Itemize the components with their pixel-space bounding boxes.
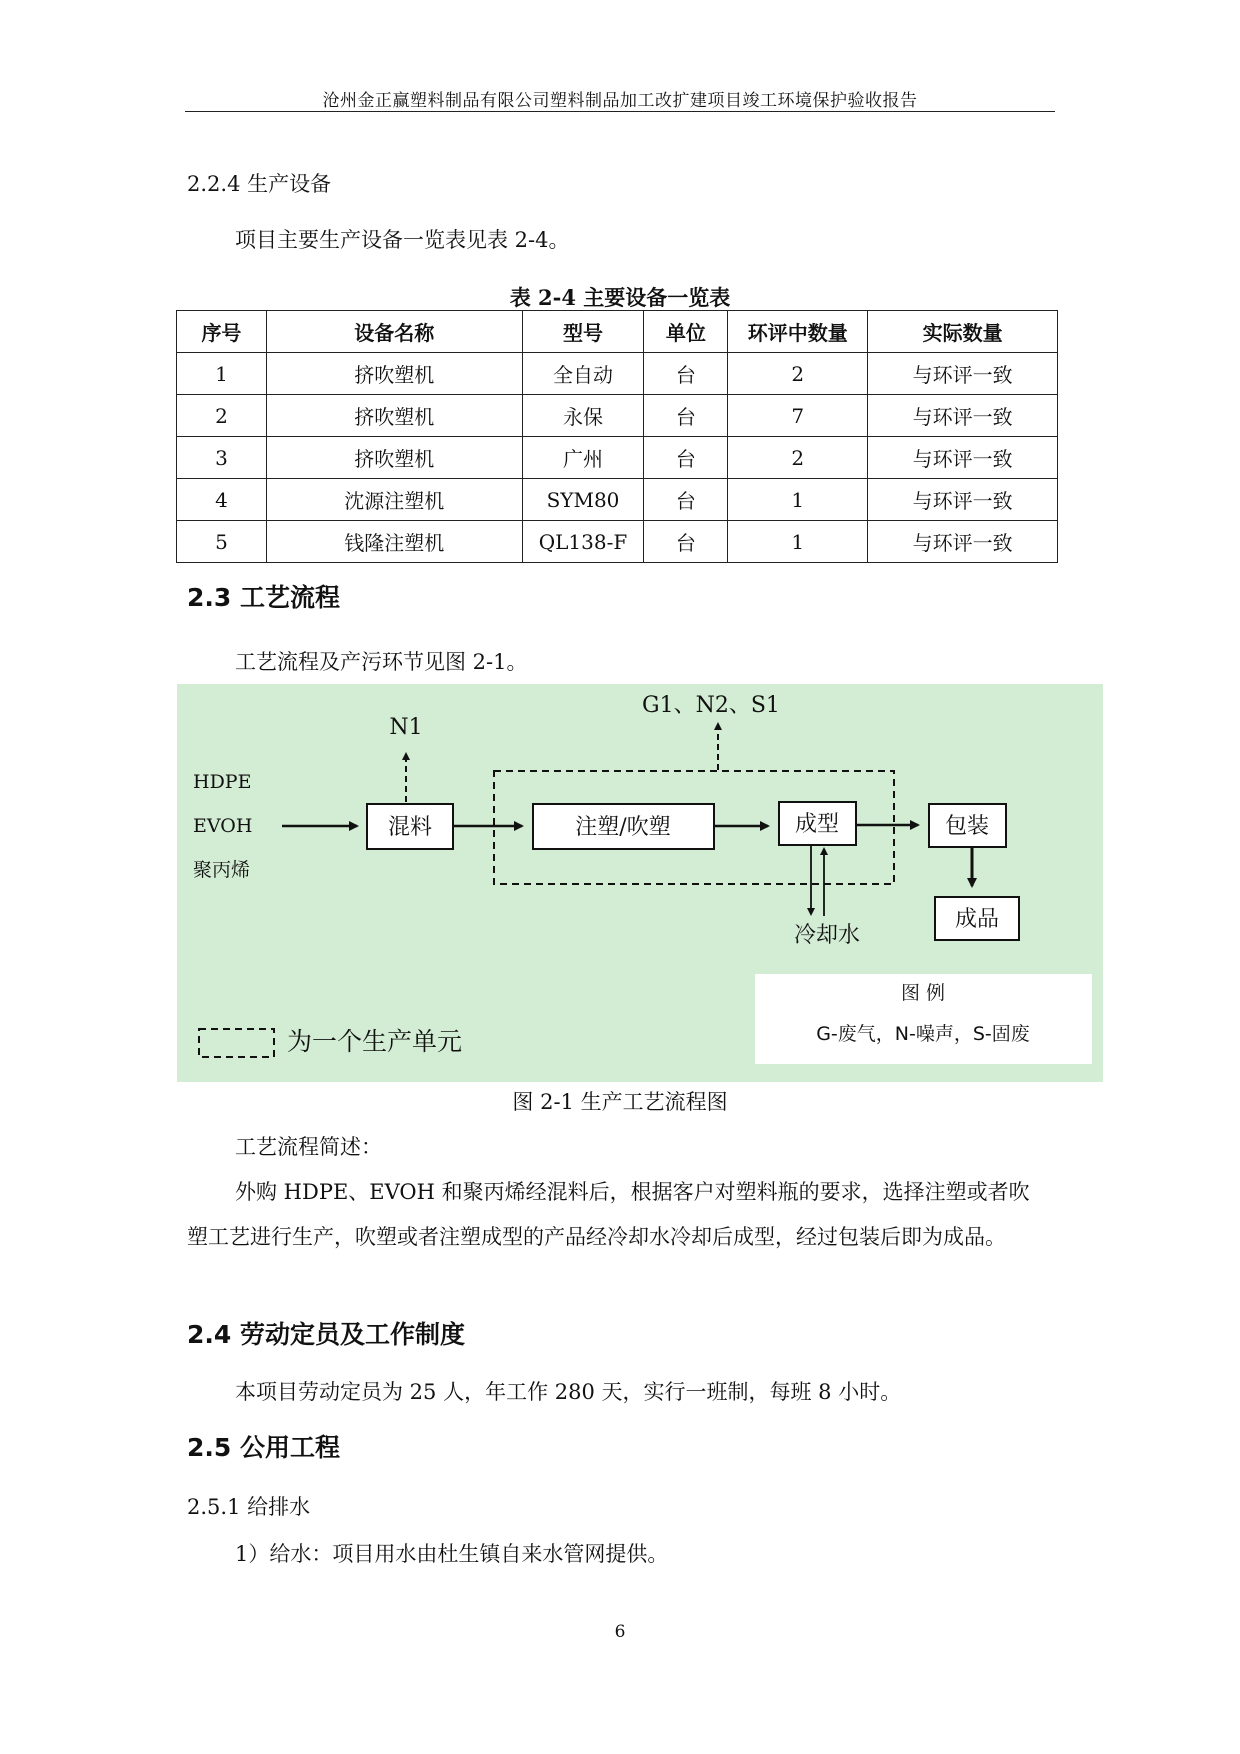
process-desc-title: 工艺流程简述：	[235, 1135, 382, 1159]
product-label: 成品	[954, 907, 1000, 932]
figure-caption: 图 2-1 生产工艺流程图	[512, 1090, 728, 1114]
table-cell: 1	[728, 479, 868, 521]
legend-title: 图 例	[900, 982, 946, 1004]
table-cell: 永保	[522, 395, 644, 437]
table-cell: 台	[644, 395, 728, 437]
section-2-5-1-item-1: 1）给水：项目用水由杜生镇自来水管网提供。	[235, 1542, 669, 1566]
section-2-3-title: 2.3 工艺流程	[187, 583, 340, 612]
column-header: 环评中数量	[728, 311, 868, 353]
table-cell: 台	[644, 521, 728, 563]
section-2-2-4-intro: 项目主要生产设备一览表见表 2-4。	[235, 228, 570, 252]
table-cell: 全自动	[522, 353, 644, 395]
input-hdpe: HDPE	[193, 771, 252, 793]
table-row	[177, 395, 1058, 437]
table-cell: 台	[644, 353, 728, 395]
header-rule	[185, 111, 1055, 112]
table-row	[177, 437, 1058, 479]
input-evoh: EVOH	[193, 815, 253, 837]
table-cell: 挤吹塑机	[266, 437, 522, 479]
table-cell: 5	[177, 521, 267, 563]
packing-label: 包装	[944, 814, 990, 839]
table-row	[177, 479, 1058, 521]
table-cell: 挤吹塑机	[266, 395, 522, 437]
table-cell: 3	[177, 437, 267, 479]
molding-label: 注塑/吹塑	[575, 815, 671, 840]
column-header: 实际数量	[868, 311, 1058, 353]
table-header-row	[177, 311, 1058, 353]
legend-text: G-废气，N-噪声，S-固废	[816, 1023, 1030, 1045]
table-cell: 台	[644, 437, 728, 479]
table-cell: 与环评一致	[868, 395, 1058, 437]
table-cell: 2	[728, 353, 868, 395]
table-caption: 表 2-4 主要设备一览表	[509, 285, 731, 310]
table-cell: 与环评一致	[868, 521, 1058, 563]
cooling-water-label: 冷却水	[793, 923, 861, 948]
table-cell: 2	[177, 395, 267, 437]
section-2-4-title: 2.4 劳动定员及工作制度	[187, 1320, 465, 1349]
section-2-3-intro: 工艺流程及产污环节见图 2-1。	[235, 650, 528, 674]
section-2-4-body: 本项目劳动定员为 25 人，年工作 280 天，实行一班制，每班 8 小时。	[235, 1380, 902, 1404]
table-cell: 4	[177, 479, 267, 521]
input-polypropylene: 聚丙烯	[193, 859, 251, 881]
table-cell: 沈源注塑机	[266, 479, 522, 521]
column-header: 序号	[177, 311, 267, 353]
table-cell: 钱隆注塑机	[266, 521, 522, 563]
process-flow-diagram	[177, 684, 1103, 1082]
table-cell: 与环评一致	[868, 479, 1058, 521]
table-cell: 2	[728, 437, 868, 479]
running-header: 沧州金正赢塑料制品有限公司塑料制品加工改扩建项目竣工环境保护验收报告	[322, 91, 918, 111]
section-2-5-1-title: 2.5.1 给排水	[187, 1495, 311, 1519]
n1-label: N1	[389, 715, 423, 740]
column-header: 设备名称	[266, 311, 522, 353]
table-cell: 7	[728, 395, 868, 437]
g1n2s1-label: G1、N2、S1	[642, 693, 780, 718]
table-cell: 1	[728, 521, 868, 563]
unit-label: 为一个生产单元	[287, 1027, 463, 1056]
table-cell: 与环评一致	[868, 437, 1058, 479]
equipment-table	[176, 310, 1058, 563]
section-2-2-4-title: 2.2.4 生产设备	[187, 172, 332, 196]
mixing-label: 混料	[387, 815, 433, 840]
table-cell: 广州	[522, 437, 644, 479]
process-desc-body: 外购 HDPE、EVOH 和聚丙烯经混料后，根据客户对塑料瓶的要求，选择注塑或者吹塑工艺进行生产，吹塑或者注塑成型的产品经冷却水冷却后成型，经过包装后即为成品。	[187, 1180, 1030, 1249]
table-row	[177, 521, 1058, 563]
forming-label: 成型	[794, 812, 840, 837]
table-cell: SYM80	[522, 479, 644, 521]
column-header: 型号	[522, 311, 644, 353]
column-header: 单位	[644, 311, 728, 353]
table-cell: 1	[177, 353, 267, 395]
unit-dashed-box-sample	[199, 1029, 274, 1057]
table-cell: 挤吹塑机	[266, 353, 522, 395]
table-cell: 台	[644, 479, 728, 521]
table-cell: QL138-F	[522, 521, 644, 563]
table-row	[177, 353, 1058, 395]
section-2-5-title: 2.5 公用工程	[187, 1433, 340, 1462]
table-cell: 与环评一致	[868, 353, 1058, 395]
flow-diagram-svg	[177, 684, 1103, 1082]
page-number: 6	[614, 1622, 626, 1642]
